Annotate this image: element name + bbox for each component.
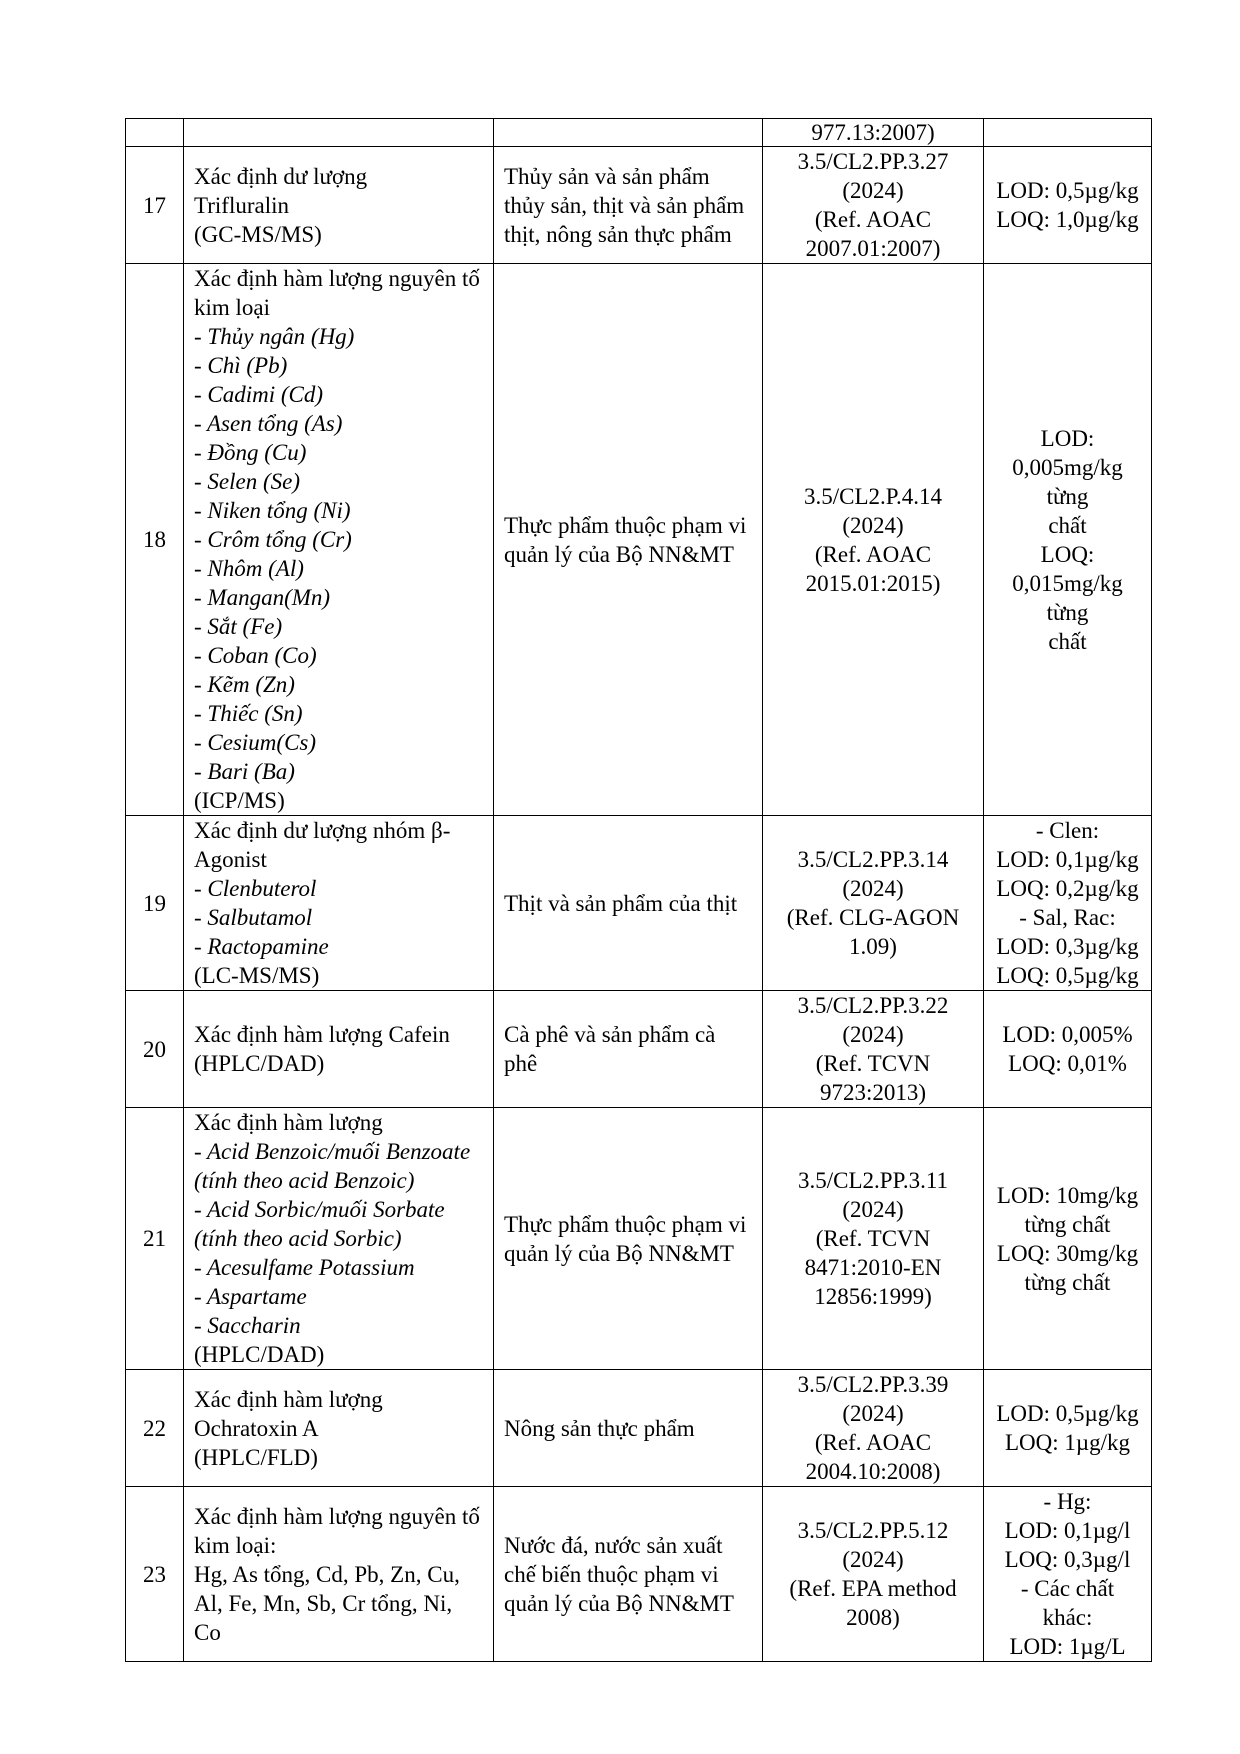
test-line: - Crôm tổng (Cr) (194, 527, 352, 552)
test-line: - Selen (Se) (194, 469, 300, 494)
method-line: 2008) (846, 1605, 900, 1630)
test-line: (HPLC/FLD) (194, 1444, 318, 1470)
cell-no (126, 1370, 184, 1487)
cell-limit (984, 991, 1152, 1108)
test-line: - Chì (Pb) (194, 353, 288, 378)
limit-line: 0,015mg/kg từng (1012, 570, 1123, 625)
object-text: Nước đá, nước sản xuất chế biến thuộc phạm vi quản lý của Bộ NN&MT (504, 1532, 734, 1616)
method-line: (2024) (842, 178, 904, 203)
object-text: Thực phẩm thuộc phạm vi quản lý của Bộ NN&MT (504, 512, 747, 567)
cell-no (126, 816, 184, 991)
test-line: - Sắt (Fe) (194, 614, 283, 639)
cell-method (763, 1108, 984, 1370)
test-line: - Thủy ngân (Hg) (194, 324, 355, 349)
method-line: 3.5/CL2.PP.3.27 (797, 149, 949, 174)
method-line: (Ref. EPA method (789, 1576, 957, 1601)
test-line: (HPLC/DAD) (194, 1051, 325, 1076)
cell-object (494, 1487, 763, 1662)
limit-line: LOQ: 1,0µg/kg (996, 207, 1139, 232)
cell-no (126, 1487, 184, 1662)
test-line: - Coban (Co) (194, 643, 317, 668)
row-number: 22 (143, 1415, 166, 1441)
method-line: (Ref. TCVN (815, 1226, 931, 1251)
method-line: (2024) (842, 1547, 904, 1572)
method-line: (2024) (842, 1022, 904, 1047)
limit-line: chất (1048, 512, 1087, 538)
test-line: - Saccharin (194, 1313, 301, 1338)
test-line: Xác định hàm lượng (194, 1386, 383, 1412)
limit-line: LOQ: (1040, 541, 1095, 567)
limit-line: LOQ: 0,2µg/kg (996, 876, 1139, 901)
method-line: (Ref. AOAC (814, 1430, 932, 1455)
table-row (126, 816, 1152, 991)
method-line: 12856:1999) (814, 1284, 932, 1309)
method-line: 2015.01:2015) (805, 570, 941, 596)
limit-line: LOQ: 0,01% (1008, 1051, 1127, 1076)
cell-test (184, 264, 494, 816)
object-text: Cà phê và sản phẩm cà phê (504, 1022, 716, 1076)
cell-test (184, 991, 494, 1108)
limit-line: LOD: 0,5µg/kg (996, 1401, 1139, 1426)
table-row (126, 1108, 1152, 1370)
limit-line: LOD: 0,1µg/kg (996, 847, 1139, 872)
test-line: - Salbutamol (194, 905, 313, 930)
method-line: 1.09) (849, 934, 897, 959)
cell-object (494, 119, 763, 147)
limit-line: LOQ: 30mg/kg (996, 1240, 1139, 1266)
cell-test (184, 1108, 494, 1370)
test-line: - Mangan(Mn) (194, 585, 331, 610)
test-line: (LC-MS/MS) (194, 963, 320, 988)
test-line: - Nhôm (Al) (194, 556, 304, 581)
limit-line: LOQ: 1µg/kg (1004, 1430, 1131, 1455)
cell-method (763, 1370, 984, 1487)
cell-limit (984, 147, 1152, 264)
table-row (126, 1487, 1152, 1662)
limit-line: LOD: 0,3µg/kg (996, 934, 1139, 959)
method-line: (2024) (842, 512, 904, 538)
table-body (126, 119, 1152, 1662)
limit-line: LOD: 0,005% (1002, 1022, 1133, 1047)
cell-no (126, 991, 184, 1108)
cell-object (494, 264, 763, 816)
cell-test (184, 816, 494, 991)
limit-line: LOD: (1040, 425, 1095, 451)
test-line: - Thiếc (Sn) (194, 701, 303, 726)
cell-method (763, 264, 984, 816)
method-line: 3.5/CL2.PP.3.39 (797, 1372, 949, 1397)
test-line: Xác định hàm lượng nguyên tố kim loại: (194, 1503, 480, 1558)
method-line: (2024) (842, 1401, 904, 1426)
test-line: - Acid Benzoic/muối Benzoate (tính theo acid Benzoic) (194, 1139, 471, 1193)
limit-line: - Các chất khác: (1020, 1576, 1115, 1630)
test-line: Hg, As tổng, Cd, Pb, Zn, Cu, Al, Fe, Mn, Sb, Cr tổng, Ni, Co (194, 1561, 460, 1645)
object-text: Nông sản thực phẩm (504, 1415, 695, 1441)
test-line: - Cesium(Cs) (194, 730, 317, 755)
cell-method (763, 1487, 984, 1662)
cell-method (763, 119, 984, 147)
method-line: (2024) (842, 1197, 904, 1222)
cell-object (494, 1370, 763, 1487)
method-line: 3.5/CL2.PP.3.22 (797, 993, 949, 1018)
table-row (126, 147, 1152, 264)
row-number: 21 (143, 1226, 166, 1251)
limit-line: LOD: 10mg/kg (996, 1182, 1139, 1208)
table-row (126, 991, 1152, 1108)
cell-no (126, 119, 184, 147)
test-line: (GC-MS/MS) (194, 221, 322, 247)
cell-no (126, 264, 184, 816)
test-line: Xác định hàm lượng nguyên tố kim loại (194, 266, 480, 320)
limit-line: 0,005mg/kg từng (1012, 454, 1123, 509)
row-number: 17 (143, 192, 166, 218)
test-line: - Aspartame (194, 1284, 307, 1309)
limit-line: LOQ: 0,3µg/l (1004, 1547, 1131, 1572)
cell-object (494, 816, 763, 991)
method-line: 2007.01:2007) (805, 236, 941, 261)
row-number: 23 (143, 1561, 166, 1587)
test-line: (ICP/MS) (194, 788, 285, 813)
test-line: Ochratoxin A (194, 1415, 319, 1441)
cell-test (184, 1487, 494, 1662)
cell-method (763, 991, 984, 1108)
cell-object (494, 147, 763, 264)
cell-limit (984, 119, 1152, 147)
test-line: - Niken tổng (Ni) (194, 498, 351, 523)
object-text: Thực phẩm thuộc phạm vi quản lý của Bộ NN&MT (504, 1211, 747, 1266)
row-number: 20 (143, 1036, 166, 1062)
limit-line: - Hg: (1043, 1489, 1092, 1514)
row-number: 18 (143, 527, 166, 552)
method-line: 3.5/CL2.PP.3.11 (798, 1168, 948, 1193)
cell-test (184, 1370, 494, 1487)
method-line: (Ref. TCVN (815, 1051, 931, 1076)
cell-limit (984, 816, 1152, 991)
test-methods-table (125, 118, 1152, 1662)
limit-line: chất (1048, 628, 1087, 654)
method-line: 3.5/CL2.PP.3.14 (797, 847, 949, 872)
cell-test (184, 119, 494, 147)
test-line: Xác định hàm lượng Cafein (194, 1022, 450, 1047)
cell-limit (984, 1370, 1152, 1487)
method-line: (Ref. AOAC (814, 207, 932, 232)
test-line: - Kẽm (Zn) (194, 672, 295, 697)
cell-no (126, 1108, 184, 1370)
test-line: Xác định dư lượng nhóm β-Agonist (194, 818, 451, 872)
test-line: - Bari (Ba) (194, 759, 295, 784)
test-line: - Clenbuterol (194, 876, 317, 901)
limit-line: LOD: 0,1µg/l (1004, 1518, 1131, 1543)
table-row (126, 1370, 1152, 1487)
limit-line: từng chất (1024, 1211, 1111, 1237)
cell-method (763, 816, 984, 991)
limit-line: - Sal, Rac: (1019, 905, 1116, 930)
cell-limit (984, 1108, 1152, 1370)
test-line: - Đồng (Cu) (194, 440, 307, 465)
test-line: - Acesulfame Potassium (194, 1255, 415, 1280)
cell-limit (984, 1487, 1152, 1662)
test-line: - Ractopamine (194, 934, 329, 959)
method-line: (Ref. AOAC (814, 541, 932, 567)
method-line: 977.13:2007) (811, 119, 935, 145)
test-line: (HPLC/DAD) (194, 1342, 325, 1367)
test-line: - Asen tổng (As) (194, 411, 343, 436)
test-line: - Cadimi (Cd) (194, 382, 324, 407)
cell-limit (984, 264, 1152, 816)
test-line: Xác định hàm lượng (194, 1110, 383, 1135)
test-line: Trifluralin (194, 192, 289, 218)
method-line: 9723:2013) (819, 1080, 927, 1105)
table-row (126, 264, 1152, 816)
limit-line: LOD: 0,5µg/kg (996, 178, 1139, 203)
cell-object (494, 991, 763, 1108)
object-text: Thủy sản và sản phẩm thủy sản, thịt và sản phẩm thịt, nông sản thực phẩm (504, 163, 745, 247)
method-line: 2004.10:2008) (805, 1459, 941, 1484)
test-line: - Acid Sorbic/muối Sorbate (tính theo acid Sorbic) (194, 1197, 445, 1251)
cell-test (184, 147, 494, 264)
cell-object (494, 1108, 763, 1370)
method-line: 3.5/CL2.PP.5.12 (797, 1518, 949, 1543)
limit-line: LOQ: 0,5µg/kg (996, 963, 1139, 988)
object-text: Thịt và sản phẩm của thịt (504, 890, 738, 916)
method-line: 8471:2010-EN (804, 1255, 942, 1280)
limit-line: LOD: 1µg/L (1009, 1634, 1126, 1659)
row-number: 19 (143, 890, 166, 916)
limit-line: từng chất (1024, 1269, 1111, 1295)
method-line: (2024) (842, 876, 904, 901)
method-line: (Ref. CLG-AGON (786, 905, 960, 930)
limit-line: - Clen: (1035, 818, 1100, 843)
table-row-continuation (126, 119, 1152, 147)
cell-no (126, 147, 184, 264)
cell-method (763, 147, 984, 264)
test-line: Xác định dư lượng (194, 163, 368, 189)
method-line: 3.5/CL2.P.4.14 (803, 483, 943, 509)
